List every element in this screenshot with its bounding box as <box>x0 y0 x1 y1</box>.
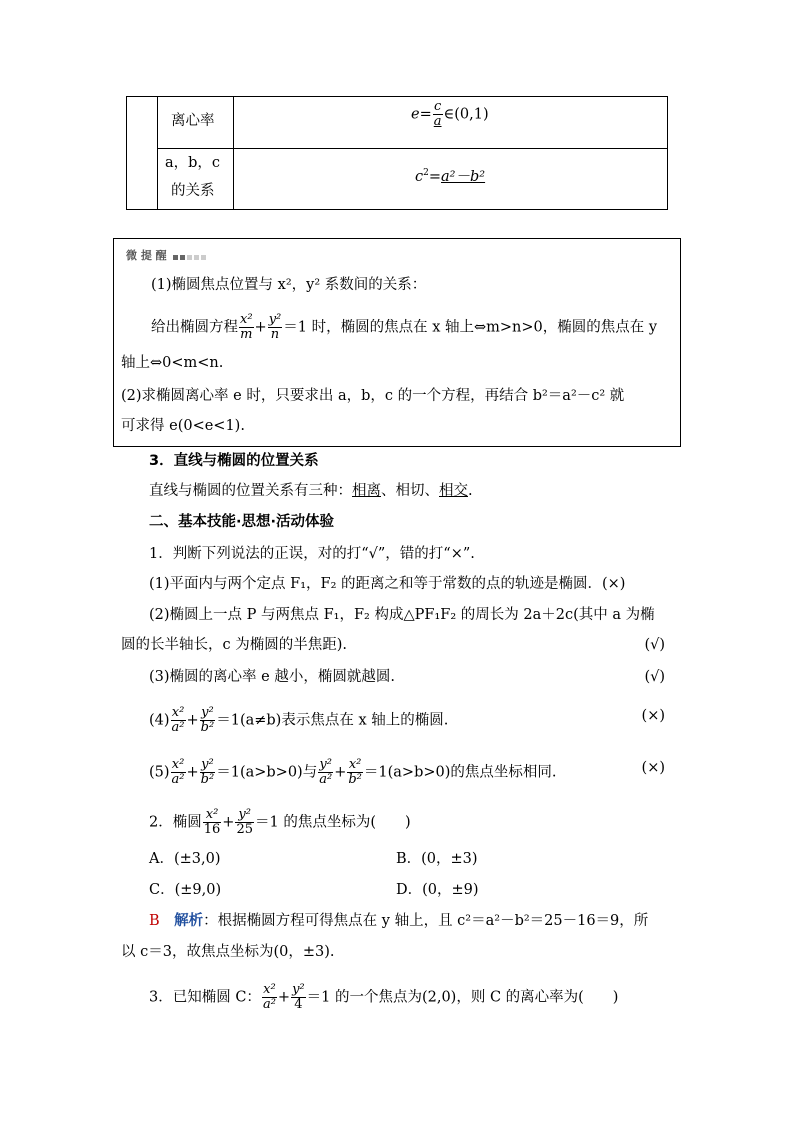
tip-p3: 轴上⇔0<m<n. <box>121 355 224 371</box>
q2-option-a: A．(±3,0) <box>149 851 221 867</box>
row2-label-2: 的关系 <box>171 183 215 199</box>
table-row-divider <box>157 148 667 149</box>
q2-stem: 2．椭圆 $\frac{\text{x²}}{16}$ + $\frac{\text{y²}}{25}$ ＝1 的焦点坐标为( ) <box>149 807 411 837</box>
tip-box <box>113 238 681 447</box>
q1-item3: (3)椭圆的离心率 e 越小，椭圆就越圆. (√) <box>149 669 665 685</box>
q1-item4: (4) $\frac{\text{x²}}{\text{a²}}$ + $\frac{\text{y²}}{\text{b²}}$ ＝1(a≠b)表示焦点在 x 轴上的椭圆. (×) <box>149 705 665 735</box>
q2-explanation-1: B 解析：根据椭圆方程可得焦点在 y 轴上，且 c²＝a²－b²＝25－16＝9，所 <box>149 913 649 929</box>
q3-stem: 3．已知椭圆 C： $\frac{\text{x²}}{\text{a²}}$ + $\frac{\text{y²}}{4}$ ＝1 的一个焦点为(2,0)，则 C 的离心率为( ) <box>149 982 619 1012</box>
q1-item1: (1)平面内与两个定点 F₁，F₂ 的距离之和等于常数的点的轨迹是椭圆．(×) <box>149 576 626 592</box>
table-divider <box>157 97 158 209</box>
property-table <box>126 96 668 210</box>
tip-p4: (2)求椭圆离心率 e 时，只要求出 a，b，c 的一个方程，再结合 b²＝a²－c² 就 <box>121 388 625 404</box>
tip-p5: 可求得 e(0<e<1). <box>121 418 245 434</box>
tip-p2: 给出椭圆方程 $\frac{\text{x²}}{m}$ + $\frac{\text{y²}}{n}$ ＝1 时，椭圆的焦点在 x 轴上⇔m>n>0，椭圆的焦点在 y <box>151 312 658 342</box>
q2-option-c: C．(±9,0) <box>149 882 222 898</box>
row2-label-1: a，b，c <box>165 155 221 171</box>
q1-item5: (5) $\frac{\text{x²}}{\text{a²}}$ + $\frac{\text{y²}}{\text{b²}}$ ＝1(a>b>0)与 $\frac{\text{y²}}{\text{a²}}$ + $\frac{\text{x²}}{\text{b²}}$ ＝1(a>b>0)的焦点坐标相同. (×) <box>149 757 665 787</box>
row1-label: 离心率 <box>171 113 215 129</box>
q1-stem: 1．判断下列说法的正误，对的打“√”，错的打“×”. <box>149 546 475 562</box>
q2-answer: B <box>149 913 160 929</box>
q2-option-b: B．(0，±3) <box>396 851 478 867</box>
table-divider <box>233 97 234 209</box>
sec3-heading: 3．直线与椭圆的位置关系 <box>149 453 319 469</box>
dots-icon <box>173 250 208 263</box>
abc-relation: $c^2=a^2-b^2$ <box>415 168 486 185</box>
sec3-body: 直线与椭圆的位置关系有三种：相离、相切、相交. <box>149 483 473 499</box>
tip-title: 微 提 醒 <box>126 247 208 263</box>
eccentricity-formula: e= $\frac{c}{a}$ ∈(0,1) <box>411 99 489 129</box>
q2-option-d: D．(0，±9) <box>396 882 479 898</box>
part2-heading: 二、基本技能·思想·活动体验 <box>149 514 335 530</box>
q2-explanation-2: 以 c＝3，故焦点坐标为(0，±3). <box>121 944 335 960</box>
q1-item2b: 圆的长半轴长，c 为椭圆的半焦距). (√) <box>121 637 665 653</box>
q2-label: 解析 <box>174 913 204 929</box>
tip-p1: (1)椭圆焦点位置与 x²，y² 系数间的关系： <box>151 277 427 293</box>
q1-item2a: (2)椭圆上一点 P 与两焦点 F₁，F₂ 构成△PF₁F₂ 的周长为 2a＋2c(其中 a 为椭 <box>149 607 655 623</box>
